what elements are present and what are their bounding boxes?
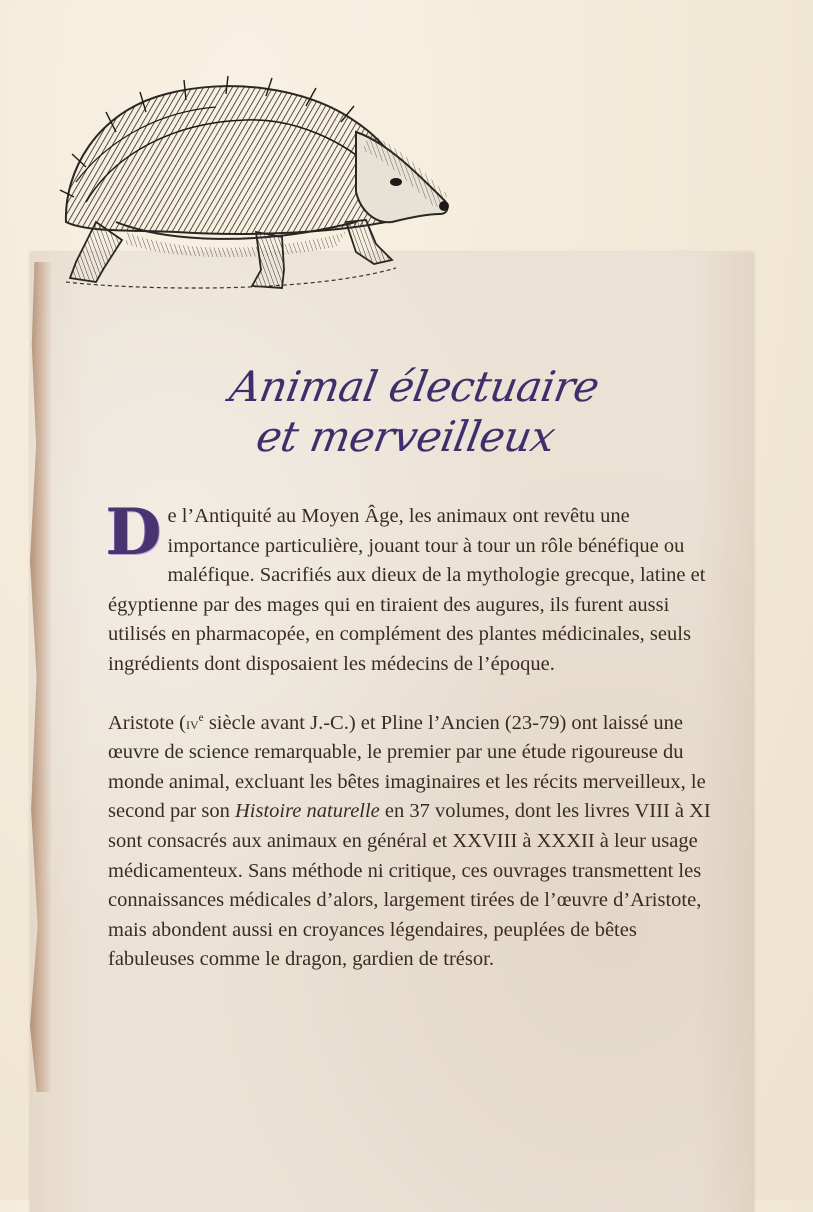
- paragraph-2-text-b: siècle avant J.-C.) et Pline l’Ancien (23-79) ont laissé une œuvre de science remarquable, le premier par une étude rigoureuse du monde animal, excluant les bêtes imaginaires et les récits merveilleux, le second par son: [108, 711, 706, 823]
- paragraph-1: [106, 495, 718, 680]
- paragraph-2: [108, 709, 718, 975]
- paragraph-1-text: e l’Antiquité au Moyen Âge, les animaux ont revêtu une importance particulière, jouant tour à tour un rôle bénéfique ou maléfique. Sacrifiés aux dieux de la mythologie grecque, latine et égyptienne par des mages qui en tiraient des augures, ils furent aussi utilisés en pharmacopée, en complément des plantes médicinales, seuls ingrédients dont disposaient les médecins de l’époque.: [108, 505, 706, 675]
- title-line-1: Animal électuaire: [226, 362, 603, 411]
- paragraph-2-text-a: Aristote (: [108, 711, 186, 734]
- century-superscript: e: [198, 711, 204, 724]
- paragraph-2-text-c: en 37 volumes, dont les livres VIII à XI sont consacrés aux animaux en général et XXVIII à XXXII à leur usage médicamenteux. Sans méthode ni critique, ces ouvrages transmettent les connaissances médicales d’alors, largement tirées de l’œuvre d’Aristote, mais abondent aussi en croyances légendaires, peuplées de bêtes fabuleuses comme le dragon, gardien de trésor.: [108, 800, 711, 971]
- century-numeral: iv: [186, 712, 199, 733]
- title-line-2: et merveilleux: [252, 412, 559, 461]
- drop-cap: D: [106, 495, 162, 570]
- article-body: [106, 495, 718, 975]
- book-title: Histoire naturelle: [234, 800, 380, 823]
- hedgehog-illustration: [56, 72, 456, 298]
- page-title: [141, 362, 679, 462]
